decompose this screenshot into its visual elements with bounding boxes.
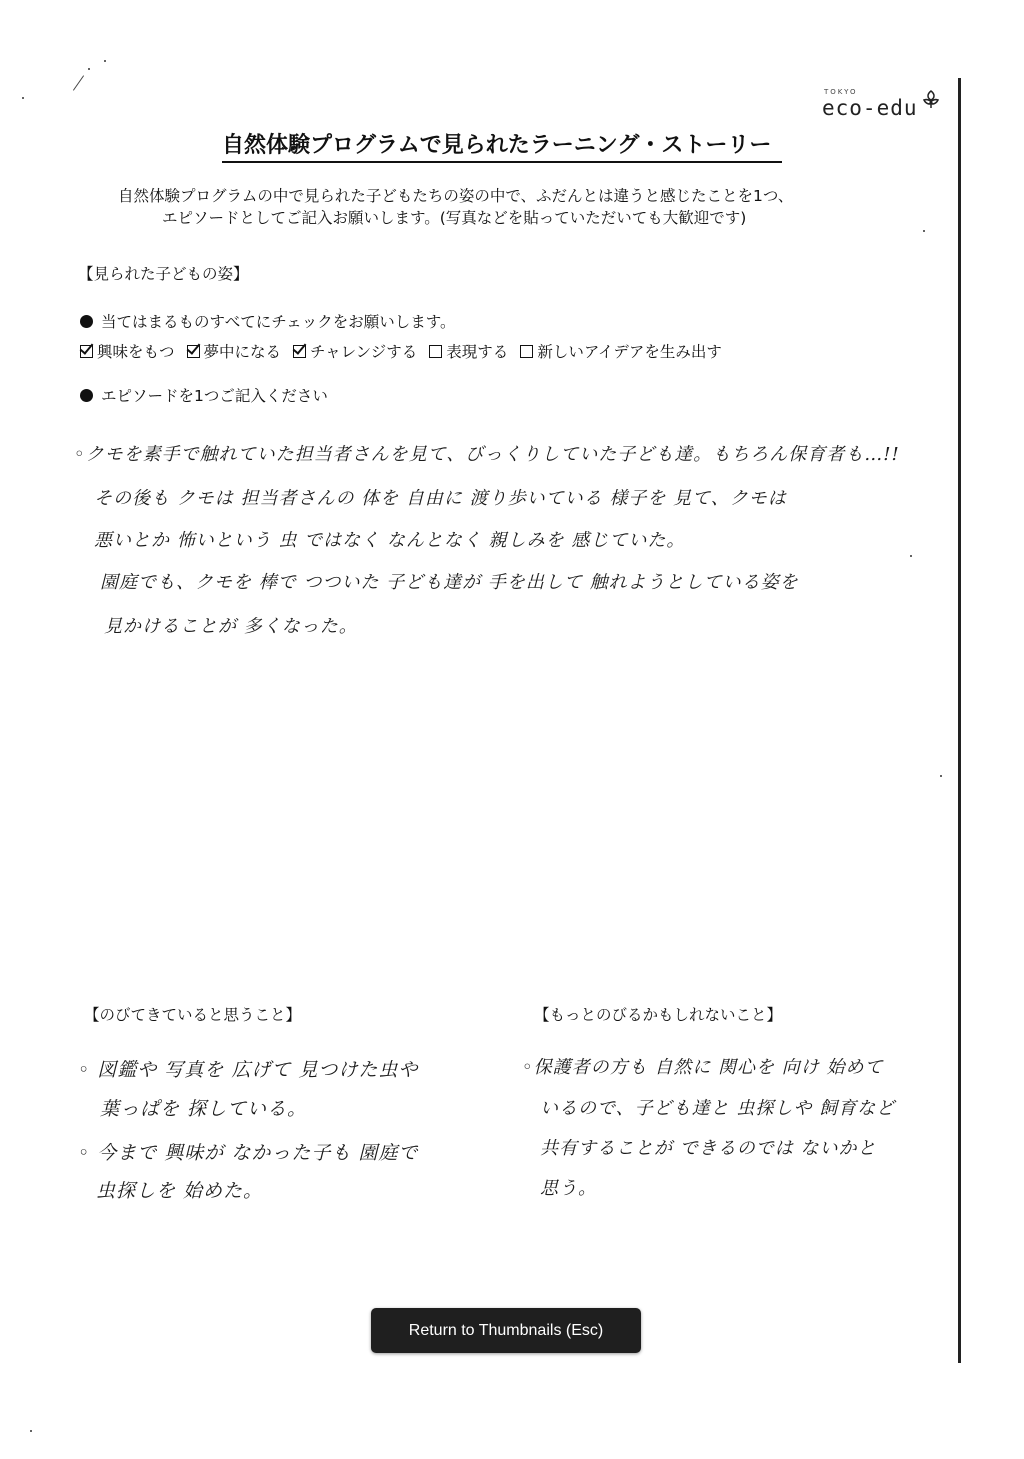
check-instruction (80, 310, 456, 332)
growing-line: ◦ 今まで 興味が なかった子も 園庭で (78, 1142, 419, 1164)
bullet-icon (80, 389, 93, 402)
checkbox-label: 新しいアイデアを生み出す (537, 343, 722, 361)
section-potential-heading: 【もっとのびるかもしれないこと】 (534, 1006, 783, 1024)
scan-speck (940, 775, 942, 777)
checkbox-checked-icon[interactable] (80, 345, 93, 358)
episode-line: 見かけることが 多くなった。 (104, 616, 358, 637)
episode-line: ◦クモを素手で触れていた担当者さんを見て、びっくりしていた子ども達。もちろん保育者も…!! (74, 444, 900, 465)
leaf-logo-icon (920, 88, 942, 110)
growing-line: ◦ 図鑑や 写真を 広げて 見つけた虫や (78, 1059, 419, 1081)
potential-line: 思う。 (540, 1178, 597, 1199)
checkbox-checked-icon[interactable] (293, 345, 306, 358)
checkbox-label: チャレンジする (310, 343, 418, 361)
scan-speck (22, 97, 24, 99)
potential-line: ◦保護者の方も 自然に 関心を 向け 始めて (522, 1057, 884, 1078)
scan-speck (923, 230, 925, 232)
checkbox-express[interactable] (429, 340, 508, 362)
growing-line: 葉っぱを 探している。 (100, 1098, 308, 1120)
episode-instruction (80, 384, 328, 406)
check-instruction-text: 当てはまるものすべてにチェックをお願いします。 (101, 313, 456, 331)
page-title: 自然体験プログラムで見られたラーニング・ストーリー (222, 128, 782, 163)
intro-text (118, 185, 898, 229)
return-to-thumbnails-button[interactable]: Return to Thumbnails (Esc) (371, 1308, 641, 1353)
section-growing-heading: 【のびてきていると思うこと】 (84, 1006, 302, 1024)
checkbox-empty-icon[interactable] (429, 345, 442, 358)
scan-speck (910, 555, 912, 557)
potential-line: 共有することが できるのでは ないかと (540, 1138, 877, 1159)
scan-speck (30, 1430, 32, 1432)
checkbox-absorbed[interactable] (187, 340, 282, 362)
checkbox-label: 興味をもつ (97, 343, 175, 361)
scan-scratch (73, 75, 84, 90)
checkbox-challenge[interactable] (293, 340, 417, 362)
logo-subtext: TOKYO (824, 88, 858, 96)
section-observed-heading: 【見られた子どもの姿】 (78, 265, 249, 283)
episode-instruction-text: エピソードを1つご記入ください (101, 387, 328, 405)
checkbox-label: 夢中になる (203, 343, 282, 361)
bullet-icon (80, 315, 93, 328)
checkbox-label: 表現する (446, 343, 509, 361)
scan-border-line (958, 78, 961, 1363)
intro-line: 自然体験プログラムの中で見られた子どもたちの姿の中で、ふだんとは違うと感じたことを1つ、 (118, 187, 794, 205)
checkbox-new-idea[interactable] (520, 340, 722, 362)
checkbox-empty-icon[interactable] (520, 345, 533, 358)
episode-line: その後も クモは 担当者さんの 体を 自由に 渡り歩いている 様子を 見て、クモは (94, 488, 787, 509)
intro-line: エピソードとしてご記入お願いします。(写真などを貼っていただいても大歓迎です) (162, 209, 747, 227)
checkbox-interest[interactable] (80, 340, 175, 362)
episode-line: 悪いとか 怖いという 虫 ではなく なんとなく 親しみを 感じていた。 (94, 530, 686, 551)
scan-speck (104, 60, 106, 62)
scan-speck (88, 68, 90, 70)
episode-line: 園庭でも、クモを 棒で つついた 子ども達が 手を出して 触れようとしている姿を (100, 572, 799, 593)
eco-edu-logo: eco-edu (822, 96, 918, 120)
checkbox-group (80, 340, 734, 362)
checkbox-checked-icon[interactable] (187, 345, 200, 358)
potential-line: いるので、子ども達と 虫探しや 飼育など (540, 1098, 896, 1119)
growing-line: 虫探しを 始めた。 (96, 1180, 264, 1202)
